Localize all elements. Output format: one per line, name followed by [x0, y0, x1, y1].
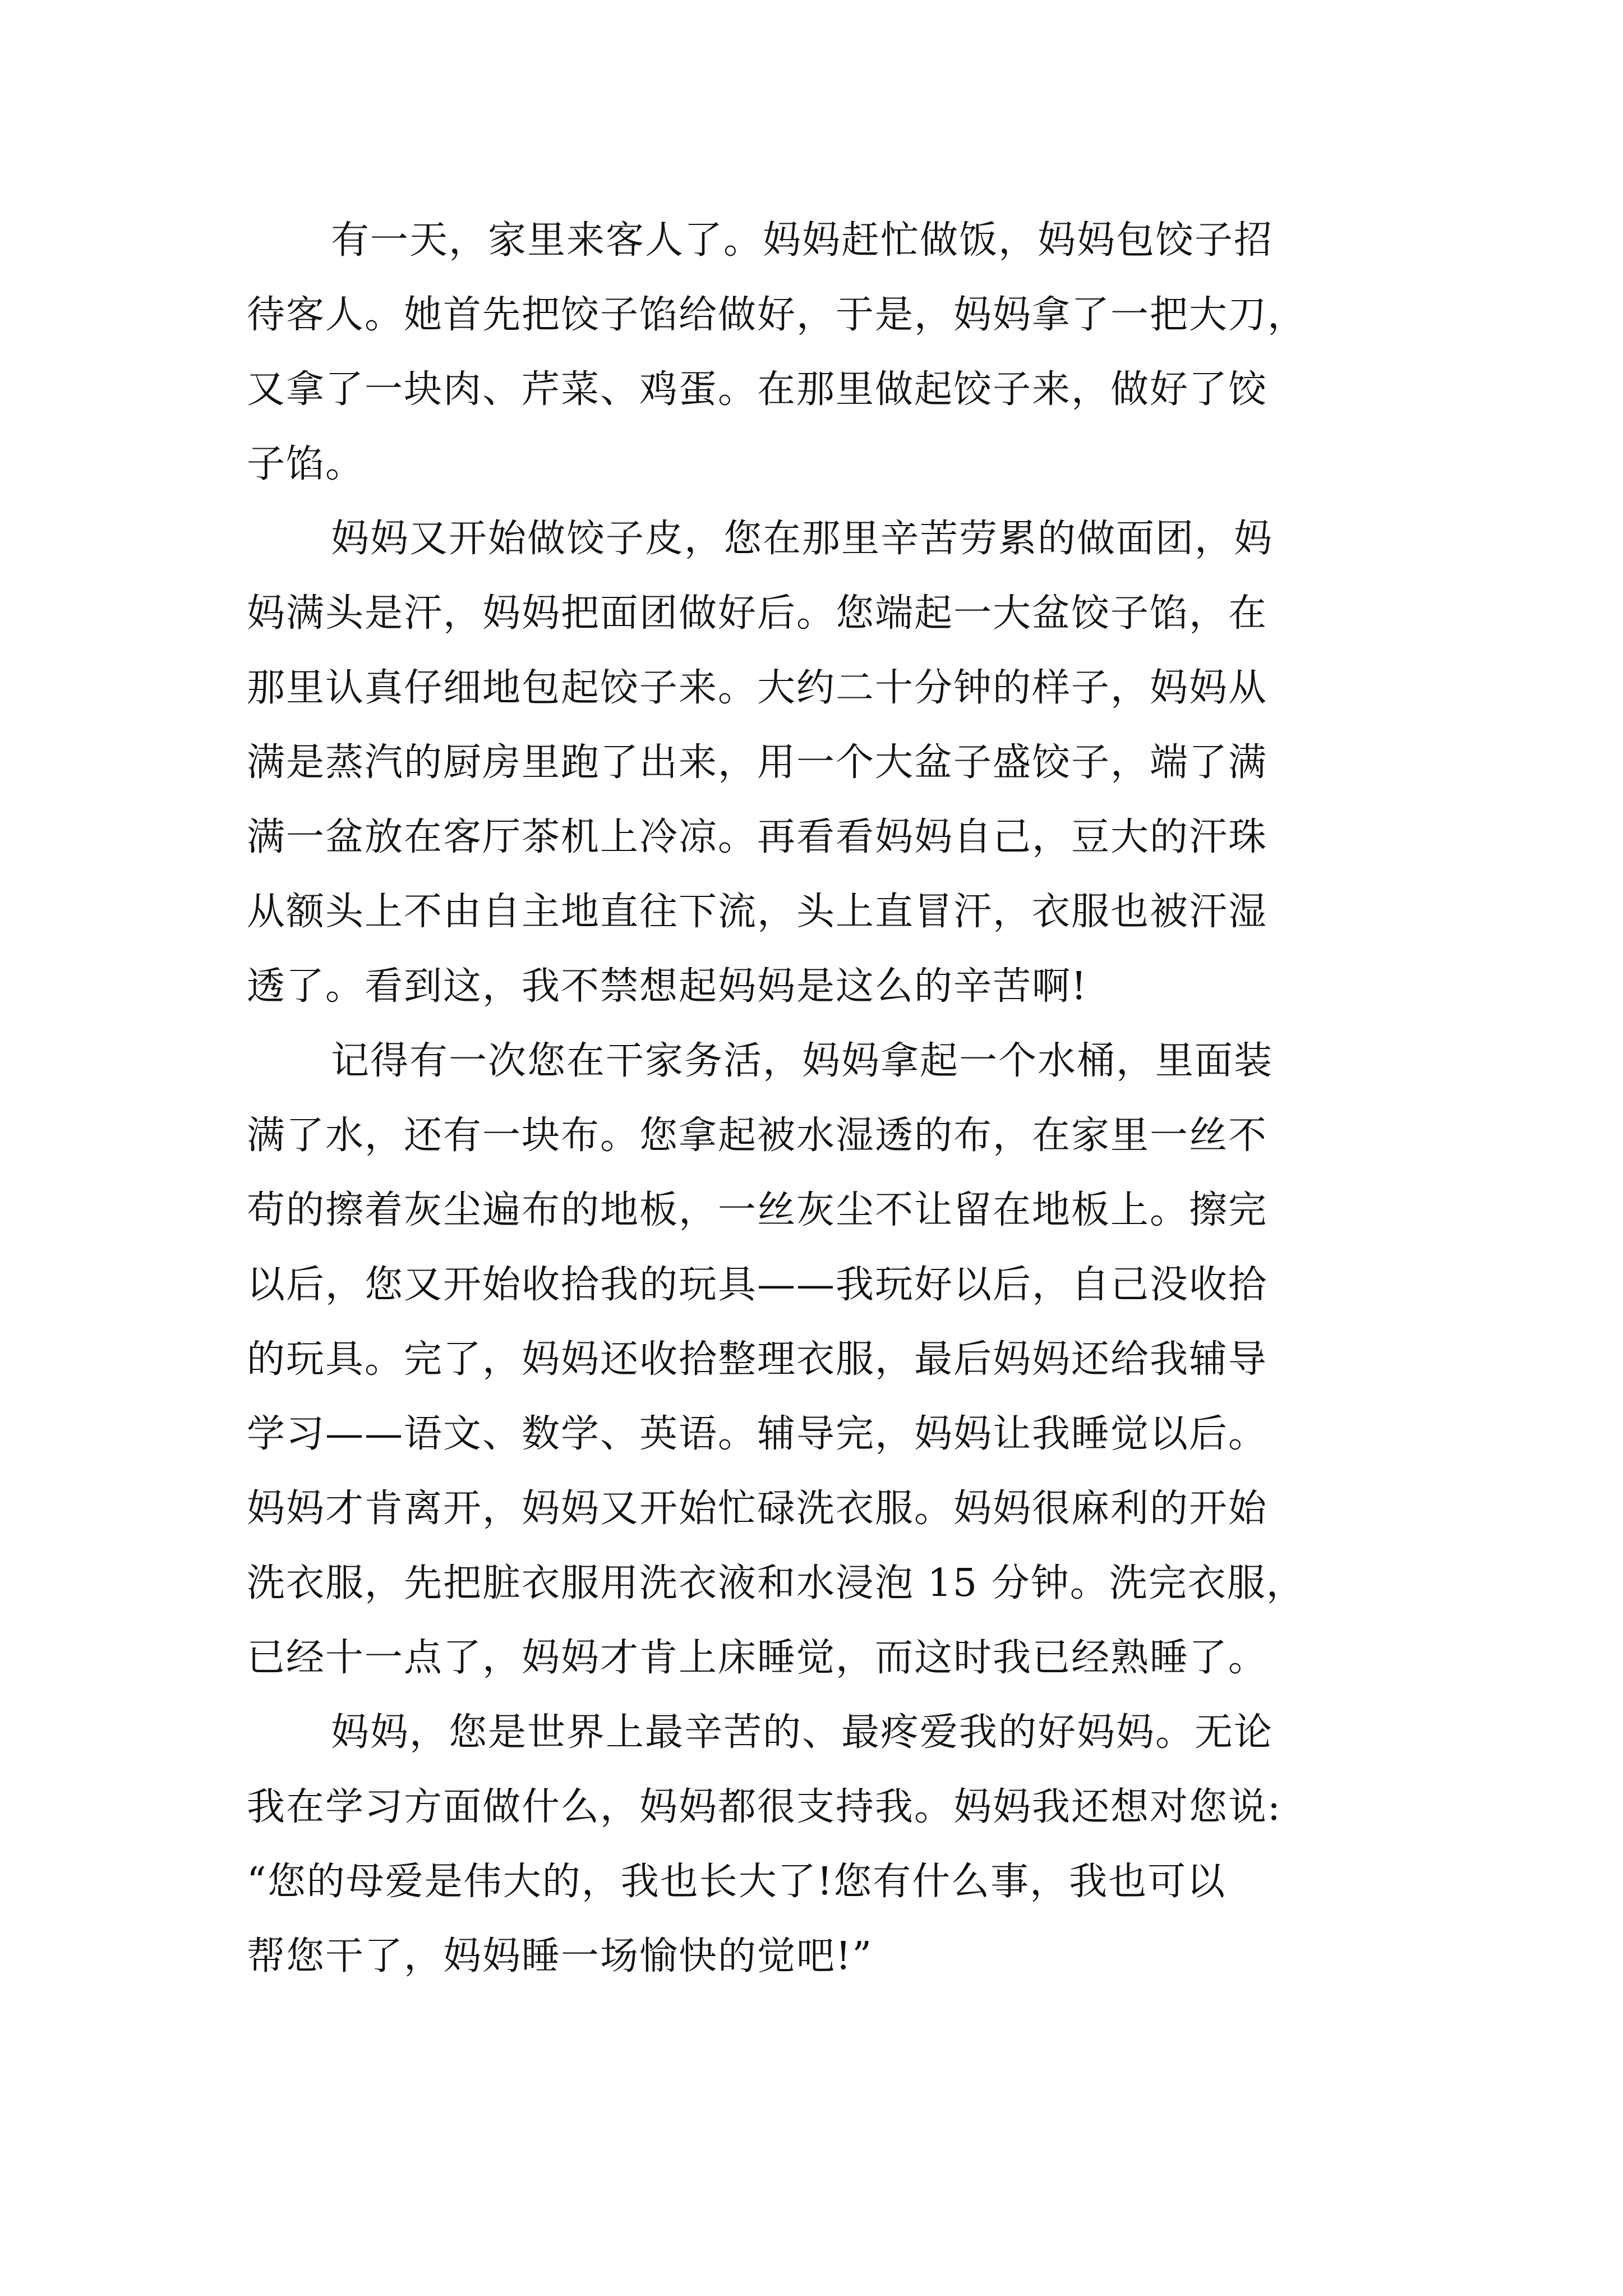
paragraph-line: 我在学习方面做什么，妈妈都很支持我。妈妈我还想对您说:: [247, 1785, 1281, 1829]
paragraph-line: 学习——语文、数学、英语。辅导完，妈妈让我睡觉以后。: [247, 1412, 1268, 1456]
paragraph-line: 妈妈，您是世界上最辛苦的、最疼爱我的好妈妈。无论: [331, 1710, 1274, 1755]
paragraph-line: 透了。看到这，我不禁想起妈妈是这么的辛苦啊!: [247, 964, 1088, 1009]
paragraph-line: 苟的擦着灰尘遍布的地板，一丝灰尘不让留在地板上。擦完: [247, 1188, 1268, 1232]
paragraph-2: [247, 501, 1391, 1024]
paragraph-line: 洗衣服，先把脏衣服用洗衣液和水浸泡 15 分钟。洗完衣服，: [247, 1561, 1306, 1605]
paragraph-line: 妈妈又开始做饺子皮，您在那里辛苦劳累的做面团，妈: [331, 517, 1274, 561]
paragraph-line: 帮您干了，妈妈睡一场愉快的觉吧!”: [247, 1934, 873, 1978]
essay-body: [247, 203, 1391, 1994]
paragraph-line: 的玩具。完了，妈妈还收拾整理衣服，最后妈妈还给我辅导: [247, 1337, 1268, 1382]
paragraph-line: 满一盆放在客厅茶机上冷凉。再看看妈妈自己，豆大的汗珠: [247, 815, 1268, 859]
paragraph-line: 从额头上不由自主地直往下流，头上直冒汗，衣服也被汗湿: [247, 890, 1268, 934]
paragraph-line: 又拿了一块肉、芹菜、鸡蛋。在那里做起饺子来，做好了饺: [247, 367, 1268, 412]
paragraph-line: 妈满头是汗，妈妈把面团做好后。您端起一大盆饺子馅，在: [247, 591, 1268, 636]
paragraph-4: [247, 1695, 1391, 1994]
paragraph-line: 有一天，家里来客人了。妈妈赶忙做饭，妈妈包饺子招: [331, 218, 1274, 263]
paragraph-line: 妈妈才肯离开，妈妈又开始忙碌洗衣服。妈妈很麻利的开始: [247, 1487, 1268, 1531]
paragraph-line: 那里认真仔细地包起饺子来。大约二十分钟的样子，妈妈从: [247, 666, 1268, 710]
paragraph-line: “您的母爱是伟大的，我也长大了!您有什么事，我也可以: [247, 1860, 1227, 1904]
paragraph-1: [247, 203, 1391, 501]
paragraph-line: 满是蒸汽的厨房里跑了出来，用一个大盆子盛饺子，端了满: [247, 740, 1268, 785]
paragraph-3: [247, 1024, 1391, 1695]
paragraph-line: 待客人。她首先把饺子馅给做好，于是，妈妈拿了一把大刀，: [247, 293, 1307, 337]
paragraph-line: 已经十一点了，妈妈才肯上床睡觉，而这时我已经熟睡了。: [247, 1636, 1268, 1680]
paragraph-line: 子馅。: [247, 442, 365, 486]
paragraph-line: 记得有一次您在干家务活，妈妈拿起一个水桶，里面装: [331, 1039, 1274, 1083]
paragraph-line: 以后，您又开始收拾我的玩具——我玩好以后，自己没收拾: [247, 1263, 1268, 1307]
paragraph-line: 满了水，还有一块布。您拿起被水湿透的布，在家里一丝不: [247, 1114, 1268, 1158]
